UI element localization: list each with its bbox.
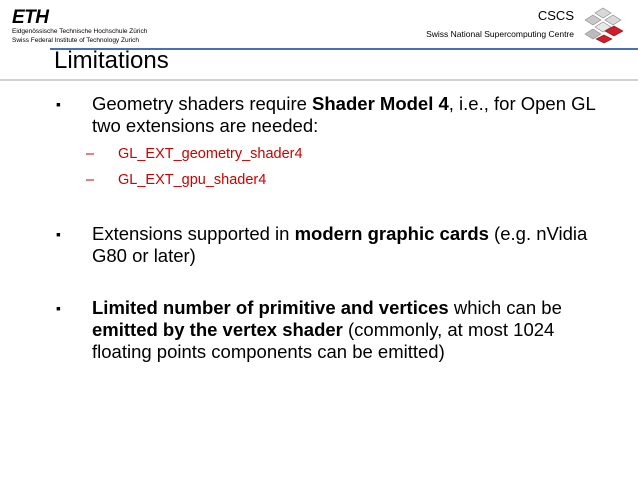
bullet-list [56,93,596,363]
eth-name-german: Eidgenössische Technische Hochschule Zürich [12,28,148,35]
bullet-text-run: which can be [448,297,562,318]
eth-logo [12,8,147,45]
bullet-text-run: (commonly, at most 1024 floating points components can be emitted) [92,319,555,362]
slide-title: Limitations [54,47,169,74]
bullet-bold-run: modern graphic cards [294,223,489,244]
eth-name-english: Swiss Federal Institute of Technology Zurich [12,37,140,44]
sub-bullet-text: GL_EXT_gpu_shader4 [118,172,267,188]
bullet-text [92,297,596,363]
title-rule [0,79,638,81]
bullet-text-run: , i.e., for Open GL two extensions are needed: [92,93,596,136]
cscs-logo [426,6,626,44]
sub-bullet-item [86,171,596,189]
eth-logo-wordmark: ETH [12,7,49,28]
sub-bullet-text: GL_EXT_geometry_shader4 [118,146,303,162]
bullet-bold-run: emitted by the vertex shader [92,319,343,340]
bullet-item [56,93,596,137]
bullet-item [56,223,596,267]
cscs-cubes-icon [580,6,626,44]
sub-bullet-marker: – [86,172,95,188]
bullet-bold-run: Limited number of primitive and vertices [92,297,449,318]
bullet-marker: ▪ [56,300,61,316]
cscs-abbreviation: CSCS [537,8,574,23]
sub-bullet-item [86,145,596,163]
bullet-bold-run: Shader Model 4 [312,93,449,114]
bullet-marker: ▪ [56,96,61,112]
sub-bullet-marker: – [86,146,95,162]
bullet-text [92,223,596,267]
cscs-full-name: Swiss National Supercomputing Centre [426,29,574,39]
bullet-marker: ▪ [56,226,61,242]
bullet-text [92,93,596,137]
bullet-text-run: Extensions supported in [92,223,295,244]
bullet-text-run: Geometry shaders require [92,93,313,114]
bullet-text-run: (e.g. nVidia G80 or later) [92,223,588,266]
bullet-item [56,297,596,363]
